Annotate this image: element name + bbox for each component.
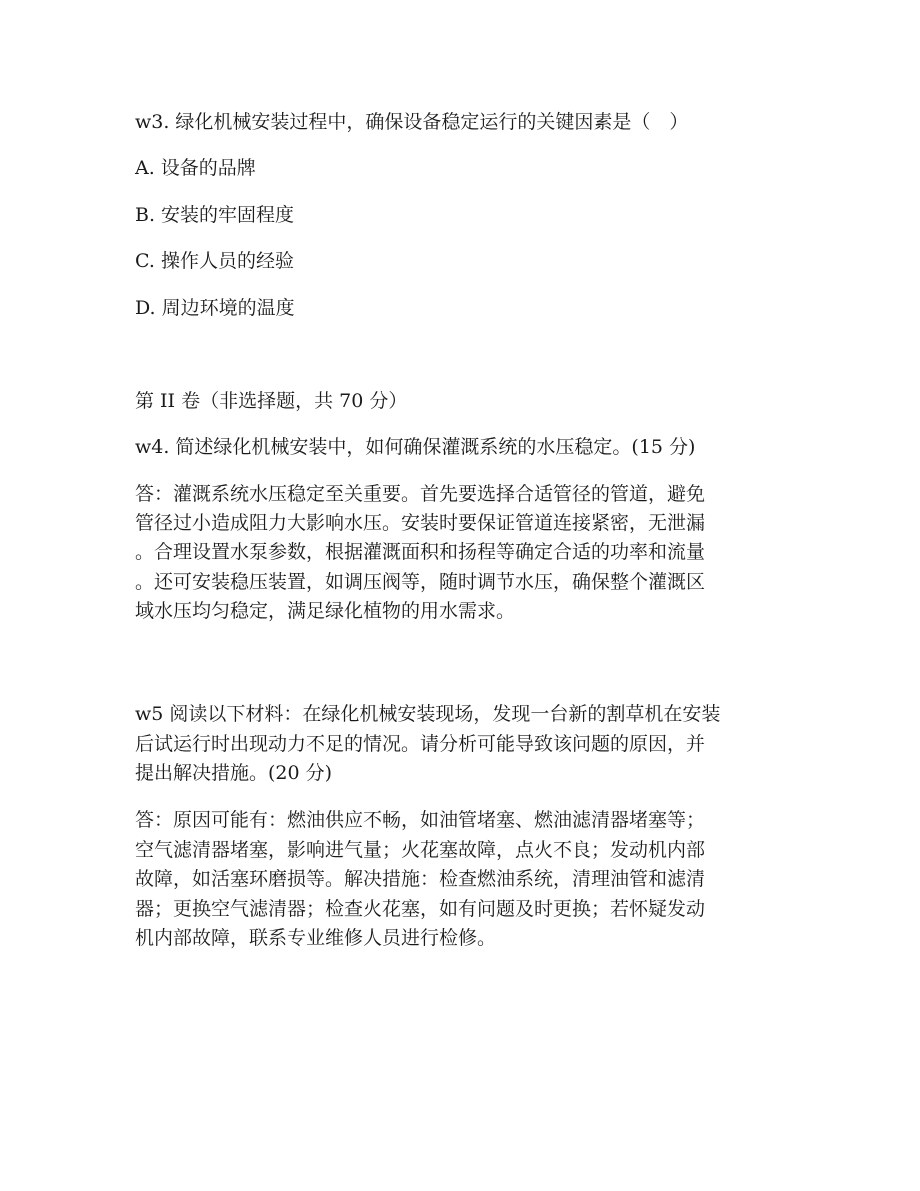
question-4-stem: w4. 简述绿化机械安装中，如何确保灌溉系统的水压稳定。(15 分) [135, 436, 696, 458]
answer-line: 管径过小造成阻力大影响水压。安装时要保证管道连接紧密，无泄漏 [135, 512, 706, 535]
stem-line: 后试运行时出现动力不足的情况。请分析可能导致该问题的原因，并 [135, 732, 706, 755]
answer-line: 。合理设置水泵参数，根据灌溉面积和扬程等确定合适的功率和流量 [135, 541, 706, 564]
question-3-option-d: D. 周边环境的温度 [135, 297, 295, 319]
answer-line: 故障，如活塞环磨损等。解决措施：检查燃油系统，清理油管和滤清 [135, 868, 706, 890]
question-3-stem: w3. 绿化机械安装过程中，确保设备稳定运行的关键因素是（ ） [135, 111, 689, 133]
question-5-stem [135, 700, 775, 789]
answer-line: 域水压均匀稳定，满足绿化植物的用水需求。 [135, 599, 516, 622]
answer-line: 器；更换空气滤清器；检查火花塞，如有问题及时更换；若怀疑发动 [135, 897, 706, 920]
answer-line: 机内部故障，联系专业维修人员进行检修。 [135, 927, 497, 949]
question-3-option-b: B. 安装的牢固程度 [135, 204, 295, 226]
stem-line: 提出解决措施。(20 分) [135, 762, 333, 784]
stem-line: w5 阅读以下材料：在绿化机械安装现场，发现一台新的割草机在安装 [135, 703, 721, 725]
question-4-answer [135, 480, 775, 626]
question-5-answer [135, 806, 775, 954]
answer-line: 答：灌溉系统水压稳定至关重要。首先要选择合适管径的管道，避免 [135, 483, 706, 505]
answer-line: 空气滤清器堵塞，影响进气量；火花塞故障，点火不良；发动机内部 [135, 838, 706, 861]
question-3-option-a: A. 设备的品牌 [135, 157, 256, 179]
question-3-option-c: C. 操作人员的经验 [135, 250, 294, 272]
answer-line: 。还可安装稳压装置，如调压阀等，随时调节水压，确保整个灌溉区 [135, 570, 706, 593]
answer-line: 答：原因可能有：燃油供应不畅，如油管堵塞、燃油滤清器堵塞等； [135, 809, 706, 831]
section-2-title: 第 II 卷（非选择题，共 70 分） [135, 390, 408, 412]
